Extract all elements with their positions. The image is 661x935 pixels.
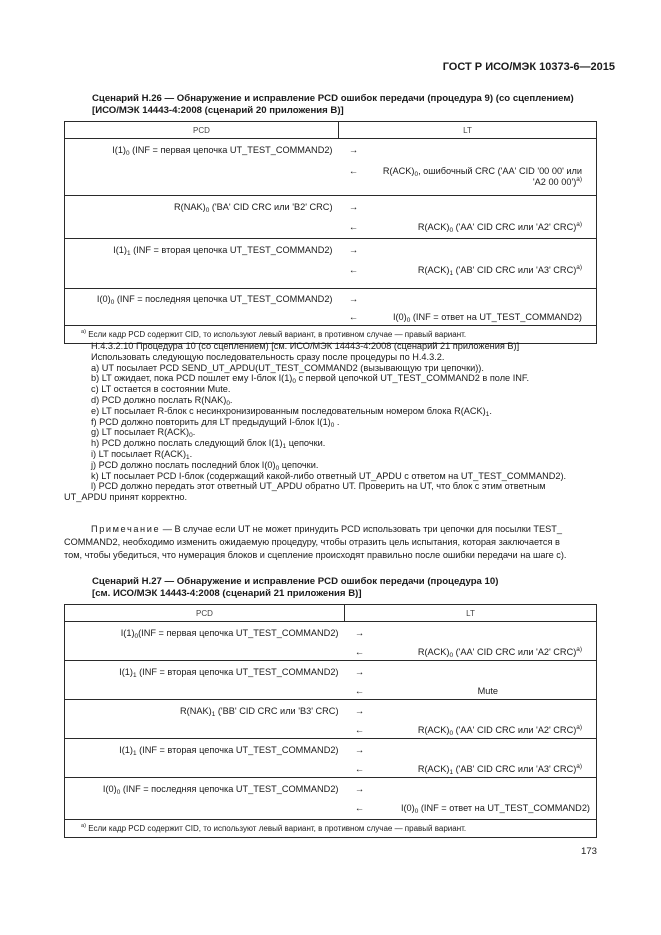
table-header-row [65,605,597,622]
scenario-26-caption [92,93,612,117]
pcd-cell: $R(NAK)_0$ ('BA' CID CRC или 'B2' CRC) [65,196,339,216]
table-row [65,641,597,661]
table-row [65,739,597,758]
step-k: k) LT посылает PCD I-блок (содержащий какой-либо ответный UT_APDU с ответом на UT_TEST_COMMAND2). [91,470,567,481]
table-row [65,216,597,239]
step-l: l) PCD должно передать этот ответный UT_APDU обратно UT. Проверить на UT, что блок с этим ответным [91,481,546,492]
step-a: a) UT посылает PCD SEND_UT_APDU(UT_TEST_COMMAND2 (вызывающую три цепочки)). [91,362,484,373]
table-row [65,160,597,196]
note-label: Примечание [91,524,161,534]
step-g: g) LT посылает $R(ACK)_0$. [91,427,196,440]
step-h: h) PCD должно послать следующий блок $I(1)_1$ цепочки. [91,438,326,451]
note-line: том, чтобы убедиться, что нумерация блоков и сцепление происходят правильно после ошибки передачи на шаге c). [64,550,567,560]
procedure-title: Н.4.3.2.10 Процедура 10 (со сцеплением) [см. ИСО/МЭК 14443-4:2008 (сценарий 21 приложения В)] [91,341,520,351]
pcd-cell [65,259,339,289]
pcd-cell [65,719,345,739]
lt-cell: $I(0)_0$ (INF = ответ на UT_TEST_COMMAND2) [369,307,597,326]
pcd-cell: $I(1)_1$ (INF = вторая цепочка UT_TEST_COMMAND2) [65,239,339,259]
note-line: Примечание — В случае если UT не может принудить PCD использовать три цепочки для посылки TEST_ [91,524,563,534]
table-row [65,196,597,216]
procedure-intro: Использовать следующую последовательность сразу после процедуры по Н.4.3.2. [91,351,445,362]
arrow-right: → [339,239,369,259]
table-row [65,758,597,778]
caption-line: [ИСО/МЭК 14443-4:2008 (сценарий 20 приложения В)] [92,105,344,116]
lt-cell [375,778,597,797]
table-row [65,139,597,160]
caption-line: Сценарий Н.27 — Обнаружение и исправление PCD ошибок передачи (процедура 10) [92,576,499,587]
arrow-right: → [345,778,375,797]
lt-cell: $R(ACK)_0$ ('AA' CID CRC или 'A2' CRC)$^{a)}$ [369,216,597,239]
caption-line: Сценарий Н.26 — Обнаружение и исправление PCD ошибок передачи (процедура 9) (со сцеплением) [92,93,574,104]
standard-header: ГОСТ Р ИСО/МЭК 10373-6—2015 [442,61,615,73]
arrow-left: ← [348,221,359,232]
arrow-left: ← [345,797,375,820]
col-pcd-header: PCD [65,605,345,622]
arrow-right: → [339,196,369,216]
pcd-cell [65,307,339,326]
step-d: d) PCD должно послать $R(NAK)_0$. [91,394,233,407]
lt-cell: $R(ACK)_0$ ('AA' CID CRC или 'A2' CRC)$^{a)}$ [375,641,597,661]
pcd-cell: $I(1)_0(INF$ = первая цепочка UT_TEST_COMMAND2) [65,622,345,641]
pcd-cell [65,797,345,820]
arrow-left: ← [354,646,365,657]
table-row [65,239,597,259]
lt-cell: $I(0)_0$ (INF = ответ на UT_TEST_COMMAND2) [375,797,597,820]
procedure-10-text [64,341,598,503]
step-l-continued: UT_APDU принят корректно. [64,492,188,503]
col-lt-header: LT [339,122,597,139]
pcd-cell: $I(1)_1$ (INF = вторая цепочка UT_TEST_COMMAND2) [65,739,345,758]
table-row [65,622,597,641]
lt-cell [375,700,597,719]
lt-cell [375,622,597,641]
step-f: f) PCD должно повторить для LT предыдущий I-блок $I(1)_0$ . [91,416,340,429]
lt-cell [375,661,597,680]
table-row [65,719,597,739]
arrow-right: → [339,289,369,307]
step-b: b) LT ожидает, пока PCD пошлет ему I-блок $I(1)_0$ с первой цепочкой UT_TEST_COMMAND2 в поле INF. [91,373,530,386]
pcd-cell [65,641,345,661]
step-e: e) LT посылает R-блок с несинхронизированным последовательным номером блока $R(ACK)_1$. [91,405,492,418]
table-row [65,700,597,719]
pcd-cell: $I(1)_0$ (INF = первая цепочка UT_TEST_COMMAND2) [65,139,339,160]
table-footnote: $^{a)}$ Если кадр PCD содержит CID, то используют левый вариант, в противном случае — правый вариант. [65,820,597,838]
pcd-cell: $I(0)_0$ (INF = последняя цепочка UT_TEST_COMMAND2) [65,778,345,797]
pcd-cell: $I(1)_1$ (INF = вторая цепочка UT_TEST_COMMAND2) [65,661,345,680]
arrow-left: ← [348,165,359,176]
lt-cell: $R(ACK)_0$ ('AA' CID CRC или 'A2' CRC)$^{a)}$ [375,719,597,739]
caption-line: [см. ИСО/МЭК 14443-4:2008 (сценарий 21 приложения В)] [92,588,362,599]
table-footnote: $^{a)}$ Если кадр PCD содержит CID, то используют левый вариант, в противном случае — правый вариант. [65,326,597,344]
step-i: i) LT посылает $R(ACK)_1$. [91,448,193,461]
pcd-cell: $I(0)_0$ (INF = последняя цепочка UT_TEST_COMMAND2) [65,289,339,307]
table-row [65,661,597,680]
page-number: 173 [580,846,597,857]
table-row [65,680,597,700]
scenario-27-table [64,604,597,838]
lt-cell [375,739,597,758]
arrow-left: ← [354,763,365,774]
arrow-left: ← [339,307,369,326]
arrow-right: → [345,622,375,641]
procedure-note [64,523,598,562]
lt-cell [369,289,597,307]
pcd-cell [65,160,339,196]
arrow-right: → [345,700,375,719]
arrow-right: → [345,661,375,680]
lt-cell: $R(ACK)_0$, ошибочный CRC ('AA' CID '00 00' или 'A2 00 00')$^{a)}$ [369,160,597,196]
pcd-cell [65,758,345,778]
lt-cell [369,139,597,160]
pcd-cell [65,680,345,700]
col-lt-header: LT [345,605,597,622]
arrow-right: → [339,139,369,160]
arrow-left: ← [354,724,365,735]
col-pcd-header: PCD [65,122,339,139]
table-header-row [65,122,597,139]
arrow-left: ← [348,264,359,275]
table-row [65,259,597,289]
pcd-cell [65,216,339,239]
lt-cell [369,196,597,216]
step-j: j) PCD должно послать последний блок $I(0)_0$ цепочки. [91,459,319,472]
table-row [65,307,597,326]
arrow-left: ← [354,685,365,696]
table-row [65,797,597,820]
lt-cell: Mute [375,680,597,700]
arrow-right: → [345,739,375,758]
scenario-27-caption [92,576,612,600]
table-row [65,778,597,797]
scenario-26-table [64,121,597,344]
step-c: c) LT остается в состоянии Mute. [91,384,231,395]
lt-cell: $R(ACK)_1$ ('AB' CID CRC или 'A3' CRC)$^{a)}$ [375,758,597,778]
table-footnote-row [65,820,597,838]
table-row [65,289,597,307]
lt-cell: $R(ACK)_1$ ('AB' CID CRC или 'A3' CRC)$^{a)}$ [369,259,597,289]
lt-cell [369,239,597,259]
note-line: COMMAND2, необходимо изменить ожидаемую процедуру, чтобы отразить цель испытания, которая заключается в [64,537,560,547]
pcd-cell: $R(NAK)_1$ ('BB' CID CRC или 'B3' CRC) [65,700,345,719]
